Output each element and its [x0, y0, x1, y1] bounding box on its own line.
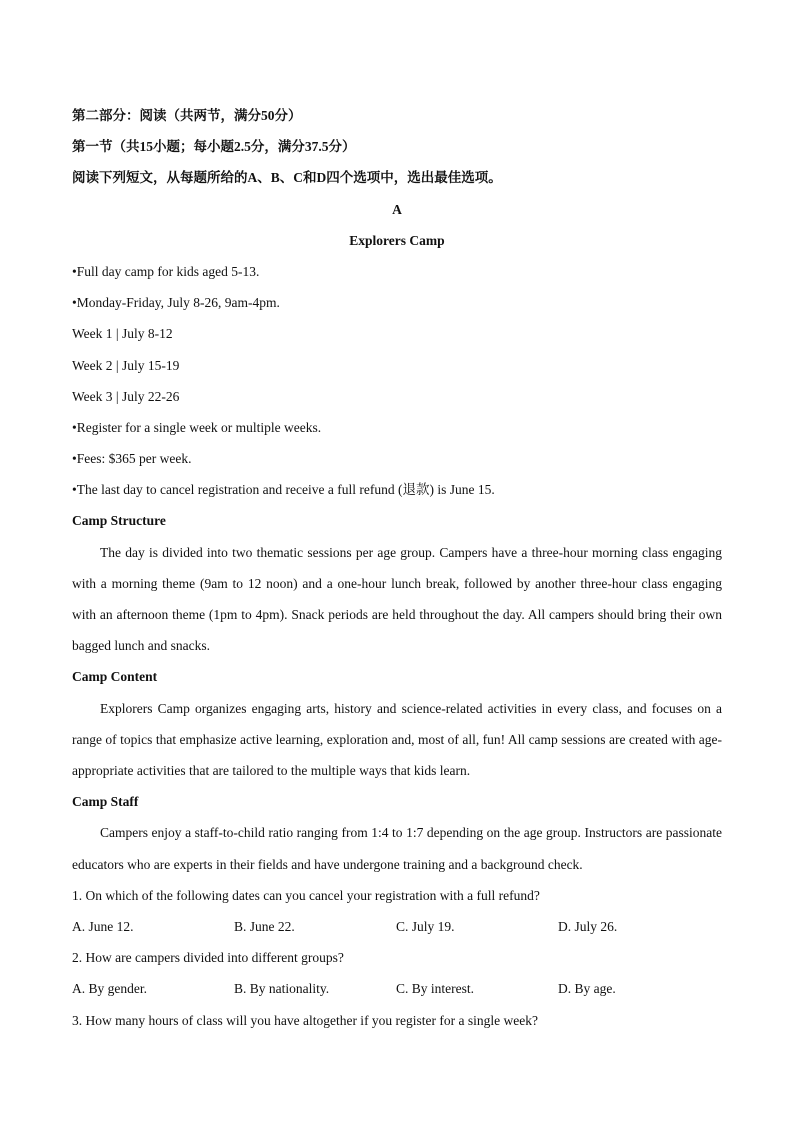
option-c[interactable]: C. July 19. — [396, 919, 455, 935]
info-line: •Monday-Friday, July 8-26, 9am-4pm. — [72, 295, 280, 311]
option-b[interactable]: B. June 22. — [234, 919, 295, 935]
option-a[interactable]: A. June 12. — [72, 919, 134, 935]
info-line: •Register for a single week or multiple weeks. — [72, 419, 322, 435]
section-text-staff: Campers enjoy a staff-to-child ratio ranging from 1:4 to 1:7 depending on the age group. Instructors are passionate educators who are experts in their fields and have undergone training and a background check. — [72, 825, 722, 872]
option-d[interactable]: D. By age. — [558, 981, 616, 997]
question-stem: 1. On which of the following dates can you cancel your registration with a full refund? — [72, 887, 540, 903]
info-line: •The last day to cancel registration and receive a full refund (退款) is June 15. — [72, 482, 495, 498]
page-content — [72, 100, 722, 1036]
section-heading-staff: Camp Staff — [72, 794, 139, 810]
option-d[interactable]: D. July 26. — [558, 919, 618, 935]
info-line: Week 3 | July 22-26 — [72, 388, 180, 404]
option-c[interactable]: C. By interest. — [396, 981, 474, 997]
section-heading-structure: Camp Structure — [72, 513, 166, 529]
question-stem: 2. How are campers divided into different groups? — [72, 950, 344, 966]
info-line: Week 2 | July 15-19 — [72, 357, 180, 373]
question-options — [72, 911, 722, 942]
instruction: 阅读下列短文，从每题所给的A、B、C和D四个选项中，选出最佳选项。 — [72, 170, 502, 186]
section-heading: 第一节（共15小题；每小题2.5分，满分37.5分） — [72, 139, 356, 155]
question-stem: 3. How many hours of class will you have altogether if you register for a single week? — [72, 1012, 538, 1028]
part-heading: 第二部分：阅读（共两节，满分50分） — [72, 108, 302, 123]
section-heading-content: Camp Content — [72, 669, 158, 685]
option-b[interactable]: B. By nationality. — [234, 981, 330, 997]
passage-letter: A — [392, 201, 402, 217]
info-line: Week 1 | July 8-12 — [72, 326, 173, 342]
section-text-structure: The day is divided into two thematic sessions per age group. Campers have a three-hour morning class engaging with a morning theme (9am to 12 noon) and a one-hour lunch break, followed by another three-hour class engaging with an afternoon theme (1pm to 4pm). Snack periods are held throughout the day. All campers should bring their own bagged lunch and snacks. — [72, 544, 722, 654]
info-line: •Full day camp for kids aged 5-13. — [72, 263, 260, 279]
passage-title: Explorers Camp — [349, 232, 445, 248]
section-text-content: Explorers Camp organizes engaging arts, history and science-related activities in every class, and focuses on a range of topics that emphasize active learning, exploration and, most of all, fun! All camp sessions are created with age-appropriate activities that are tailored to the multiple ways that kids learn. — [72, 700, 722, 779]
option-a[interactable]: A. By gender. — [72, 981, 147, 997]
info-line: •Fees: $365 per week. — [72, 451, 192, 467]
question-options — [72, 973, 722, 1004]
